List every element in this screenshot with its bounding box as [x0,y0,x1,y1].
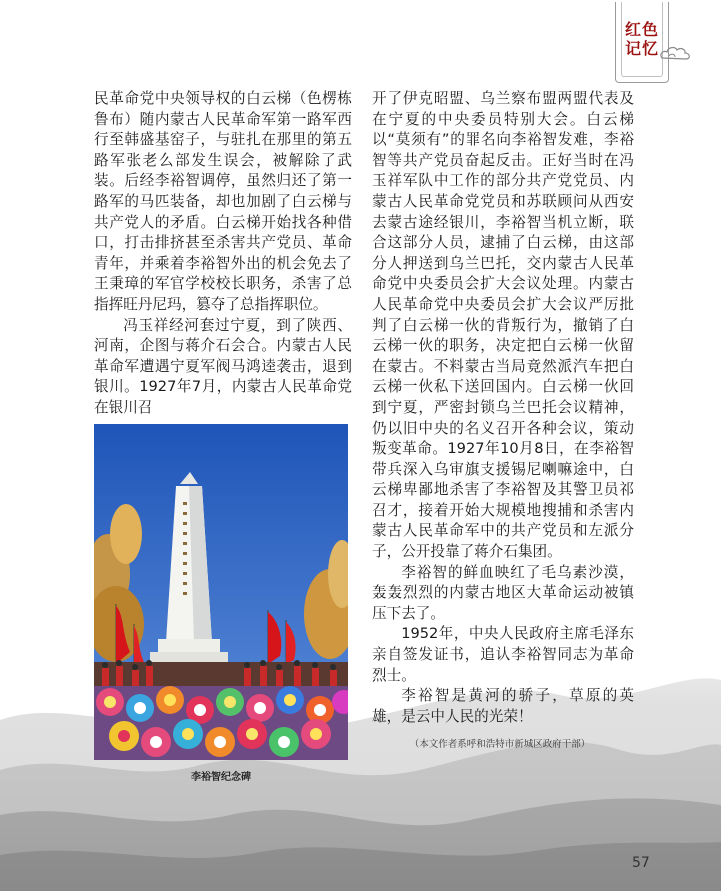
author-note: （本文作者系呼和浩特市新城区政府干部） [409,739,591,750]
left-paragraph: 冯玉祥经河套过宁夏，到了陕西、河南，企图与蒋介石会合。内蒙古人民革命军遭遇宁夏军阀马鸿逵袭击，退到银川。1927年7月，内蒙古人民革命党在银川召 [94,316,352,416]
monument-photo-illustration [94,424,348,760]
left-column [94,89,352,419]
left-paragraph: 民革命党中央领导权的白云梯（色楞栋鲁布）随内蒙古人民革命军第一路军西行至韩盛基窑子，与驻扎在那里的第五路军张老么部发生误会，被解除了武装。后经李裕智调停，虽然归还了第一路军的马匹装备，却也加剧了白云梯与共产党人的矛盾。白云梯开始找各种借口，打击排挤甚至杀害共产党员、革命青年，并乘着李裕智外出的机会免去了王秉璋的军官学校校长职务，杀害了总指挥旺丹尼玛，篡夺了总指挥职位。 [94,90,352,313]
right-paragraph: 李裕智的鲜血映红了毛乌素沙漠，轰轰烈烈的内蒙古地区大革命运动被镇压下去了。 [372,563,634,622]
flower-wreaths [94,686,348,760]
photo-caption: 李裕智纪念碑 [191,772,251,783]
right-column [372,89,634,727]
right-paragraph: 开了伊克昭盟、乌兰察布盟两盟代表及在宁夏的中央委员特别大会。白云梯以“莫须有”的罪名向李裕智发难，李裕智等共产党员奋起反击。正好当时在冯玉祥军队中工作的部分共产党党员、内蒙古人民革命党党员和苏联顾问从西安去蒙古途经银川，李裕智当机立断，联合这部分人员，逮捕了白云梯，由这部分人押送到乌兰巴托，交内蒙古人民革命党中央委员会扩大会议处理。内蒙古人民革命党中央委员会扩大会议严厉批判了白云梯一伙的背叛行为，撤销了白云梯一伙的职务，决定把白云梯一伙留在蒙古。不料蒙古当局竟然派汽车把白云梯一伙私下送回国内。白云梯一伙回到宁夏，严密封锁乌兰巴托会议精神，仍以旧中央的名义召开各种会议，策动叛变革命。1927年10月8日，在李裕智带兵深入乌审旗支援锡尼喇嘛途中，白云梯卑鄙地杀害了李裕智及其警卫员祁召才，接着开始大规模地搜捕和杀害内蒙古人民革命军中的共产党员和左派分子，公开投靠了蒋介石集团。 [372,90,634,561]
monument-photo [94,424,348,760]
right-paragraph: 李裕智是黄河的骄子，草原的英雄，是云中人民的光荣！ [372,687,634,725]
right-paragraph: 1952年，中央人民政府主席毛泽东亲自签发证书，追认李裕智同志为革命烈士。 [372,625,634,684]
page-number: 57 [632,855,650,871]
section-badge [615,2,669,83]
cloud-ornament-icon [659,44,691,62]
section-badge-line-2: 记忆 [624,39,659,58]
section-badge-line-1: 红色 [624,20,659,39]
